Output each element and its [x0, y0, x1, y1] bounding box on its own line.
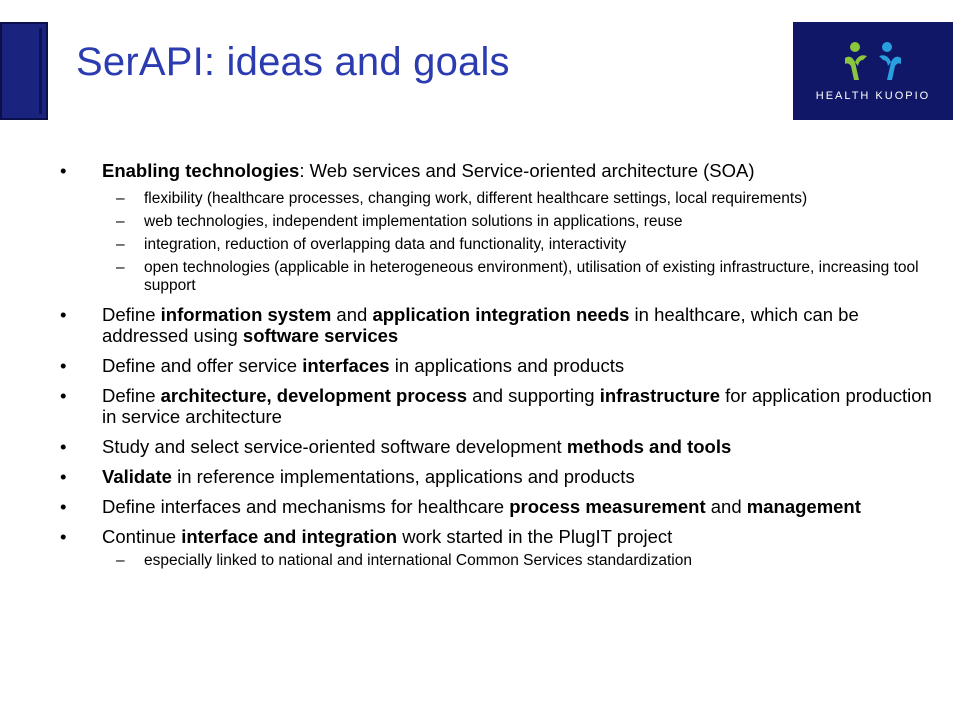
bullet-methods-tools: [60, 436, 940, 457]
bold-text: software services: [242, 325, 399, 346]
bullet-integration-needs: [60, 304, 940, 346]
people-figures-icon: [841, 40, 905, 86]
logo-text: HEALTH KUOPIO: [815, 90, 931, 102]
bullet-plugit: [60, 526, 940, 547]
bold-text: management: [746, 496, 861, 517]
dash-marker: –: [116, 190, 125, 207]
bullet-text: : Web services and Service-oriented architecture (SOA): [299, 160, 755, 181]
bullet-marker: •: [60, 160, 67, 181]
bullet-text: and: [331, 304, 373, 325]
sub-bullet-text: web technologies, independent implementation solutions in applications, reuse: [144, 213, 683, 230]
bullet-process-measurement: [60, 496, 940, 517]
sub-bullet-web-technologies: [60, 213, 940, 231]
sub-bullet-common-services: [60, 552, 940, 570]
bullet-text: for application production in service architecture: [102, 385, 932, 427]
sub-bullet-text: especially linked to national and international Common Services standardization: [144, 552, 692, 569]
bullet-text: Define: [102, 304, 161, 325]
bullet-marker: •: [60, 466, 67, 487]
bullet-text: Define and offer service: [102, 355, 303, 376]
bold-text: interfaces: [302, 355, 390, 376]
dash-marker: –: [116, 552, 125, 569]
bullet-validate: [60, 466, 940, 487]
bold-text: Validate: [102, 466, 172, 487]
bold-text: interface and integration: [181, 526, 398, 547]
bold-text: information system: [160, 304, 332, 325]
bullet-marker: •: [60, 355, 67, 376]
health-kuopio-logo: [793, 22, 953, 120]
sub-bullet-text: integration, reduction of overlapping data and functionality, interactivity: [144, 236, 627, 253]
bullet-marker: •: [60, 304, 67, 325]
sub-bullet-flexibility: [60, 190, 940, 208]
bold-text: methods and tools: [566, 436, 732, 457]
slide-title: SerAPI: ideas and goals: [76, 40, 510, 84]
bullet-marker: •: [60, 526, 67, 547]
dash-marker: –: [116, 259, 125, 276]
bullet-text: in healthcare, which can be addressed using: [102, 304, 859, 346]
bullet-text: Study and select service-oriented software development: [102, 436, 567, 457]
bullet-text: and: [705, 496, 747, 517]
bold-text: architecture, development process: [160, 385, 468, 406]
bullet-text: in reference implementations, applications and products: [171, 466, 635, 487]
bold-text: process measurement: [509, 496, 706, 517]
bullet-marker: •: [60, 496, 67, 517]
bullet-text: in applications and products: [389, 355, 625, 376]
bold-text: infrastructure: [599, 385, 720, 406]
sub-bullet-text: flexibility (healthcare processes, changing work, different healthcare settings, local requirements): [144, 190, 808, 207]
accent-bar: [0, 22, 48, 120]
bullet-text: Define: [102, 385, 161, 406]
bullet-marker: •: [60, 436, 67, 457]
bullet-enabling-technologies: [60, 160, 940, 181]
sub-bullet-open-technologies: [60, 259, 940, 295]
bullet-list: [60, 160, 940, 579]
bold-text: Enabling technologies: [102, 160, 300, 181]
bullet-text: Continue: [102, 526, 182, 547]
sub-bullet-text: open technologies (applicable in heterogeneous environment), utilisation of existing infrastructure, increasing tool support: [144, 259, 919, 294]
dash-marker: –: [116, 213, 125, 230]
sublist-plugit: [60, 552, 940, 570]
bullet-marker: •: [60, 385, 67, 406]
bullet-text: work started in the PlugIT project: [397, 526, 673, 547]
bullet-service-interfaces: [60, 355, 940, 376]
bullet-architecture: [60, 385, 940, 427]
sub-bullet-integration: [60, 236, 940, 254]
dash-marker: –: [116, 236, 125, 253]
bullet-text: and supporting: [467, 385, 600, 406]
bold-text: application integration needs: [372, 304, 630, 325]
sublist-enabling-technologies: [60, 190, 940, 295]
bullet-text: Define interfaces and mechanisms for healthcare: [102, 496, 510, 517]
